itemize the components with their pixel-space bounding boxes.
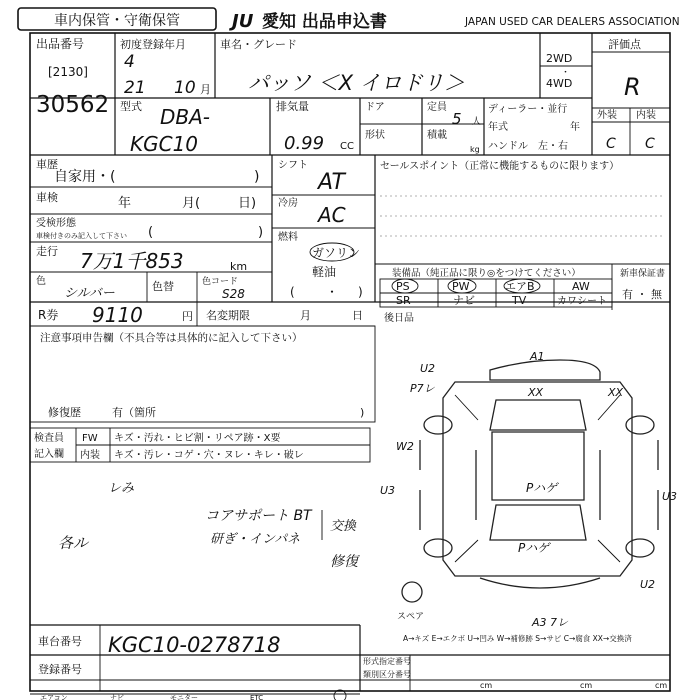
cm-unit-3: cm [655, 681, 668, 690]
interior-score: C [645, 136, 655, 152]
repair-value: 有（箇所 [112, 406, 156, 419]
register-label: 登録番号 [38, 663, 82, 676]
mark-u2-lower: U2 [640, 578, 656, 591]
warranty-label: 新車保証書 [620, 269, 666, 279]
category-label: 類別区分番号 [363, 670, 411, 679]
note-line5: 各ル [58, 534, 89, 552]
shift-value: AT [318, 170, 345, 195]
equip-airbag: エアB [505, 280, 535, 293]
registration-year-top: 4 [124, 52, 135, 72]
note-line3: 交換 [330, 519, 357, 534]
color-code: S28 [222, 287, 245, 301]
car-name-label: 車名・グレード [220, 38, 297, 51]
mileage-value: 7万1千853 [80, 249, 184, 273]
mark-u3-right: U3 [662, 490, 678, 503]
interior-items: キズ・汚レ・コゲ・穴・ヌレ・キレ・破レ [114, 450, 304, 461]
note-line1: レみ [108, 481, 135, 496]
equip-navi: ナビ [453, 294, 475, 307]
equip-kawa-seat: カワシート [557, 296, 607, 307]
exterior-score: C [606, 136, 616, 152]
registration-month-unit: 月 [200, 83, 211, 96]
mark-w2: W2 [396, 440, 414, 453]
aircon-label: 冷房 [278, 198, 298, 209]
model-line2: KGC10 [130, 132, 199, 156]
repair-label: 修復歴 [48, 406, 81, 419]
score-value: R [624, 73, 641, 101]
recycle-label: R券 [38, 308, 59, 322]
footer-navi: ナビ [110, 694, 124, 700]
car-name: パッソ ＜X イロドリ＞ [248, 71, 465, 95]
lot-label: 出品番号 [36, 37, 85, 51]
steering-options: 左・右 [538, 141, 568, 152]
note-line4: 研ぎ・インパネ [210, 532, 301, 547]
shift-label: シフト [278, 160, 308, 171]
rear-seat-label: 後日品 [384, 313, 414, 324]
footer-etc: ETC [250, 694, 264, 700]
entry-label: 記入欄 [34, 449, 64, 460]
history-close: ) [254, 169, 260, 185]
equip-aw: AW [572, 280, 590, 293]
equipment-label: 装備品（純正品に限り◎をつけてください） [392, 268, 581, 279]
name-change-label: 名変期限 [206, 309, 250, 322]
damage-legend: A→キズ E→エクボ U→凹み W→補修跡 S→サビ C→腐食 XX→交換済 [403, 634, 632, 643]
mark-pagge-upper: Pハゲ [526, 481, 558, 495]
shaken-month: 月( [182, 196, 201, 211]
storage-badge: 車内保管・守衛保管 [54, 13, 180, 29]
cm-unit-2: cm [580, 681, 593, 690]
shape-label: 形状 [365, 130, 385, 141]
registration-month: 10 [174, 78, 196, 98]
interior-label: 内装 [636, 110, 656, 121]
recycle-value: 9110 [92, 303, 143, 327]
exterior-label: 外装 [597, 110, 617, 121]
spare-label: スペア [397, 612, 425, 622]
acceptance-note: 車検付きのみ記入して下さい [36, 232, 127, 240]
warranty-options: 有 ・ 無 [622, 288, 662, 301]
equip-tv: TV [512, 294, 527, 307]
registration-year: 21 [124, 78, 146, 98]
model-year-unit: 年 [570, 122, 580, 133]
cm-unit-1: cm [480, 681, 493, 690]
inspector-label: 検査員 [34, 433, 64, 444]
equip-ps: PS [396, 280, 410, 293]
capacity-unit: 人 [472, 117, 482, 127]
drive-2wd: 2WD [546, 52, 573, 65]
mark-ptsu: P7レ [410, 382, 435, 395]
displacement-unit: CC [340, 141, 354, 152]
capacity-value: 5 [452, 110, 462, 128]
recycle-unit: 円 [182, 310, 193, 323]
name-change-month: 月 [300, 309, 311, 322]
repair-close: ) [360, 406, 365, 419]
acceptance-close: ) [258, 225, 264, 240]
color-code-label: 色コード [202, 277, 239, 287]
mark-u3-left: U3 [380, 484, 396, 497]
load-unit: kg [470, 145, 480, 154]
footer-aircon: エアコン [40, 694, 68, 700]
lot-number: 30562 [36, 92, 110, 118]
equip-pw: PW [452, 280, 470, 293]
color-label: 色 [36, 276, 46, 287]
shaken-day: 日) [238, 196, 257, 211]
mark-xx1: XX [528, 386, 544, 399]
aircon-value: AC [318, 203, 346, 227]
mileage-label: 走行 [36, 245, 58, 258]
shaken-year: 年 [118, 196, 132, 211]
equip-sr: SR [396, 294, 411, 307]
sales-point-label: セールスポイント（正常に機能するものに限ります） [380, 161, 620, 172]
mark-xx2: XX [608, 386, 624, 399]
fuel-label: 燃料 [278, 232, 298, 243]
note-line2: コアサポート BT [205, 508, 312, 524]
association-name: JAPAN USED CAR DEALERS ASSOCIATION [465, 16, 680, 28]
mark-u2: U2 [420, 362, 436, 375]
fuel-light-oil: 軽油 [312, 265, 337, 279]
model-line1: DBA- [160, 105, 211, 129]
displacement-label: 排気量 [276, 100, 309, 113]
drive-4wd: 4WD [546, 77, 573, 90]
doors-label: ドア [365, 102, 385, 113]
chassis-label: 車台番号 [38, 635, 82, 648]
history-label: 車歴 [36, 158, 58, 171]
drive-dot: ・ [561, 68, 571, 78]
fuel-open: ( [290, 285, 295, 299]
color-value: シルバー [64, 286, 115, 301]
lot-sub: [2130] [48, 65, 88, 79]
mark-pagge-lower: Pハゲ [518, 541, 550, 555]
color-change-label: 色替 [152, 280, 174, 293]
score-label: 評価点 [608, 38, 641, 51]
steering-label: ハンドル [488, 141, 528, 152]
mileage-unit: km [230, 260, 248, 273]
name-change-day: 日 [352, 309, 363, 322]
chassis-number: KGC10-0278718 [108, 633, 281, 657]
fuel-mid: ・ [326, 285, 339, 299]
mark-a1: A1 [530, 350, 545, 363]
acceptance-label: 受検形態 [36, 218, 76, 229]
shaken-label: 車検 [36, 191, 58, 204]
mark-a3: A3 7レ [532, 616, 569, 629]
dealer-label: ディーラー・並行 [488, 104, 568, 115]
acceptance-open: ( [148, 225, 154, 240]
load-label: 積載 [427, 130, 447, 141]
sheet-title: 愛知 出品申込書 [262, 12, 387, 32]
model-label: 型式 [120, 100, 142, 113]
type-designation-label: 形式指定番号 [363, 657, 411, 666]
fw-items: キズ・汚れ・ヒビ割・リペア跡・X要 [114, 433, 281, 444]
interior-insp-label: 内装 [80, 450, 100, 461]
registration-label: 初度登録年月 [120, 38, 186, 51]
fw-label: FW [82, 433, 98, 444]
displacement-value: 0.99 [284, 133, 325, 154]
model-year-label: 年式 [488, 122, 508, 133]
ju-logo: JU [232, 11, 254, 32]
notes-label: 注意事項申告欄（不具合等は具体的に記入して下さい） [40, 332, 303, 344]
note-line6: 修復 [330, 554, 358, 570]
fuel-gasoline: ガソリン [312, 246, 361, 260]
footer-monitor: モニター [170, 694, 198, 700]
history-value: 自家用・( [54, 169, 116, 185]
fuel-close: ) [358, 285, 363, 299]
capacity-label: 定員 [427, 102, 447, 113]
